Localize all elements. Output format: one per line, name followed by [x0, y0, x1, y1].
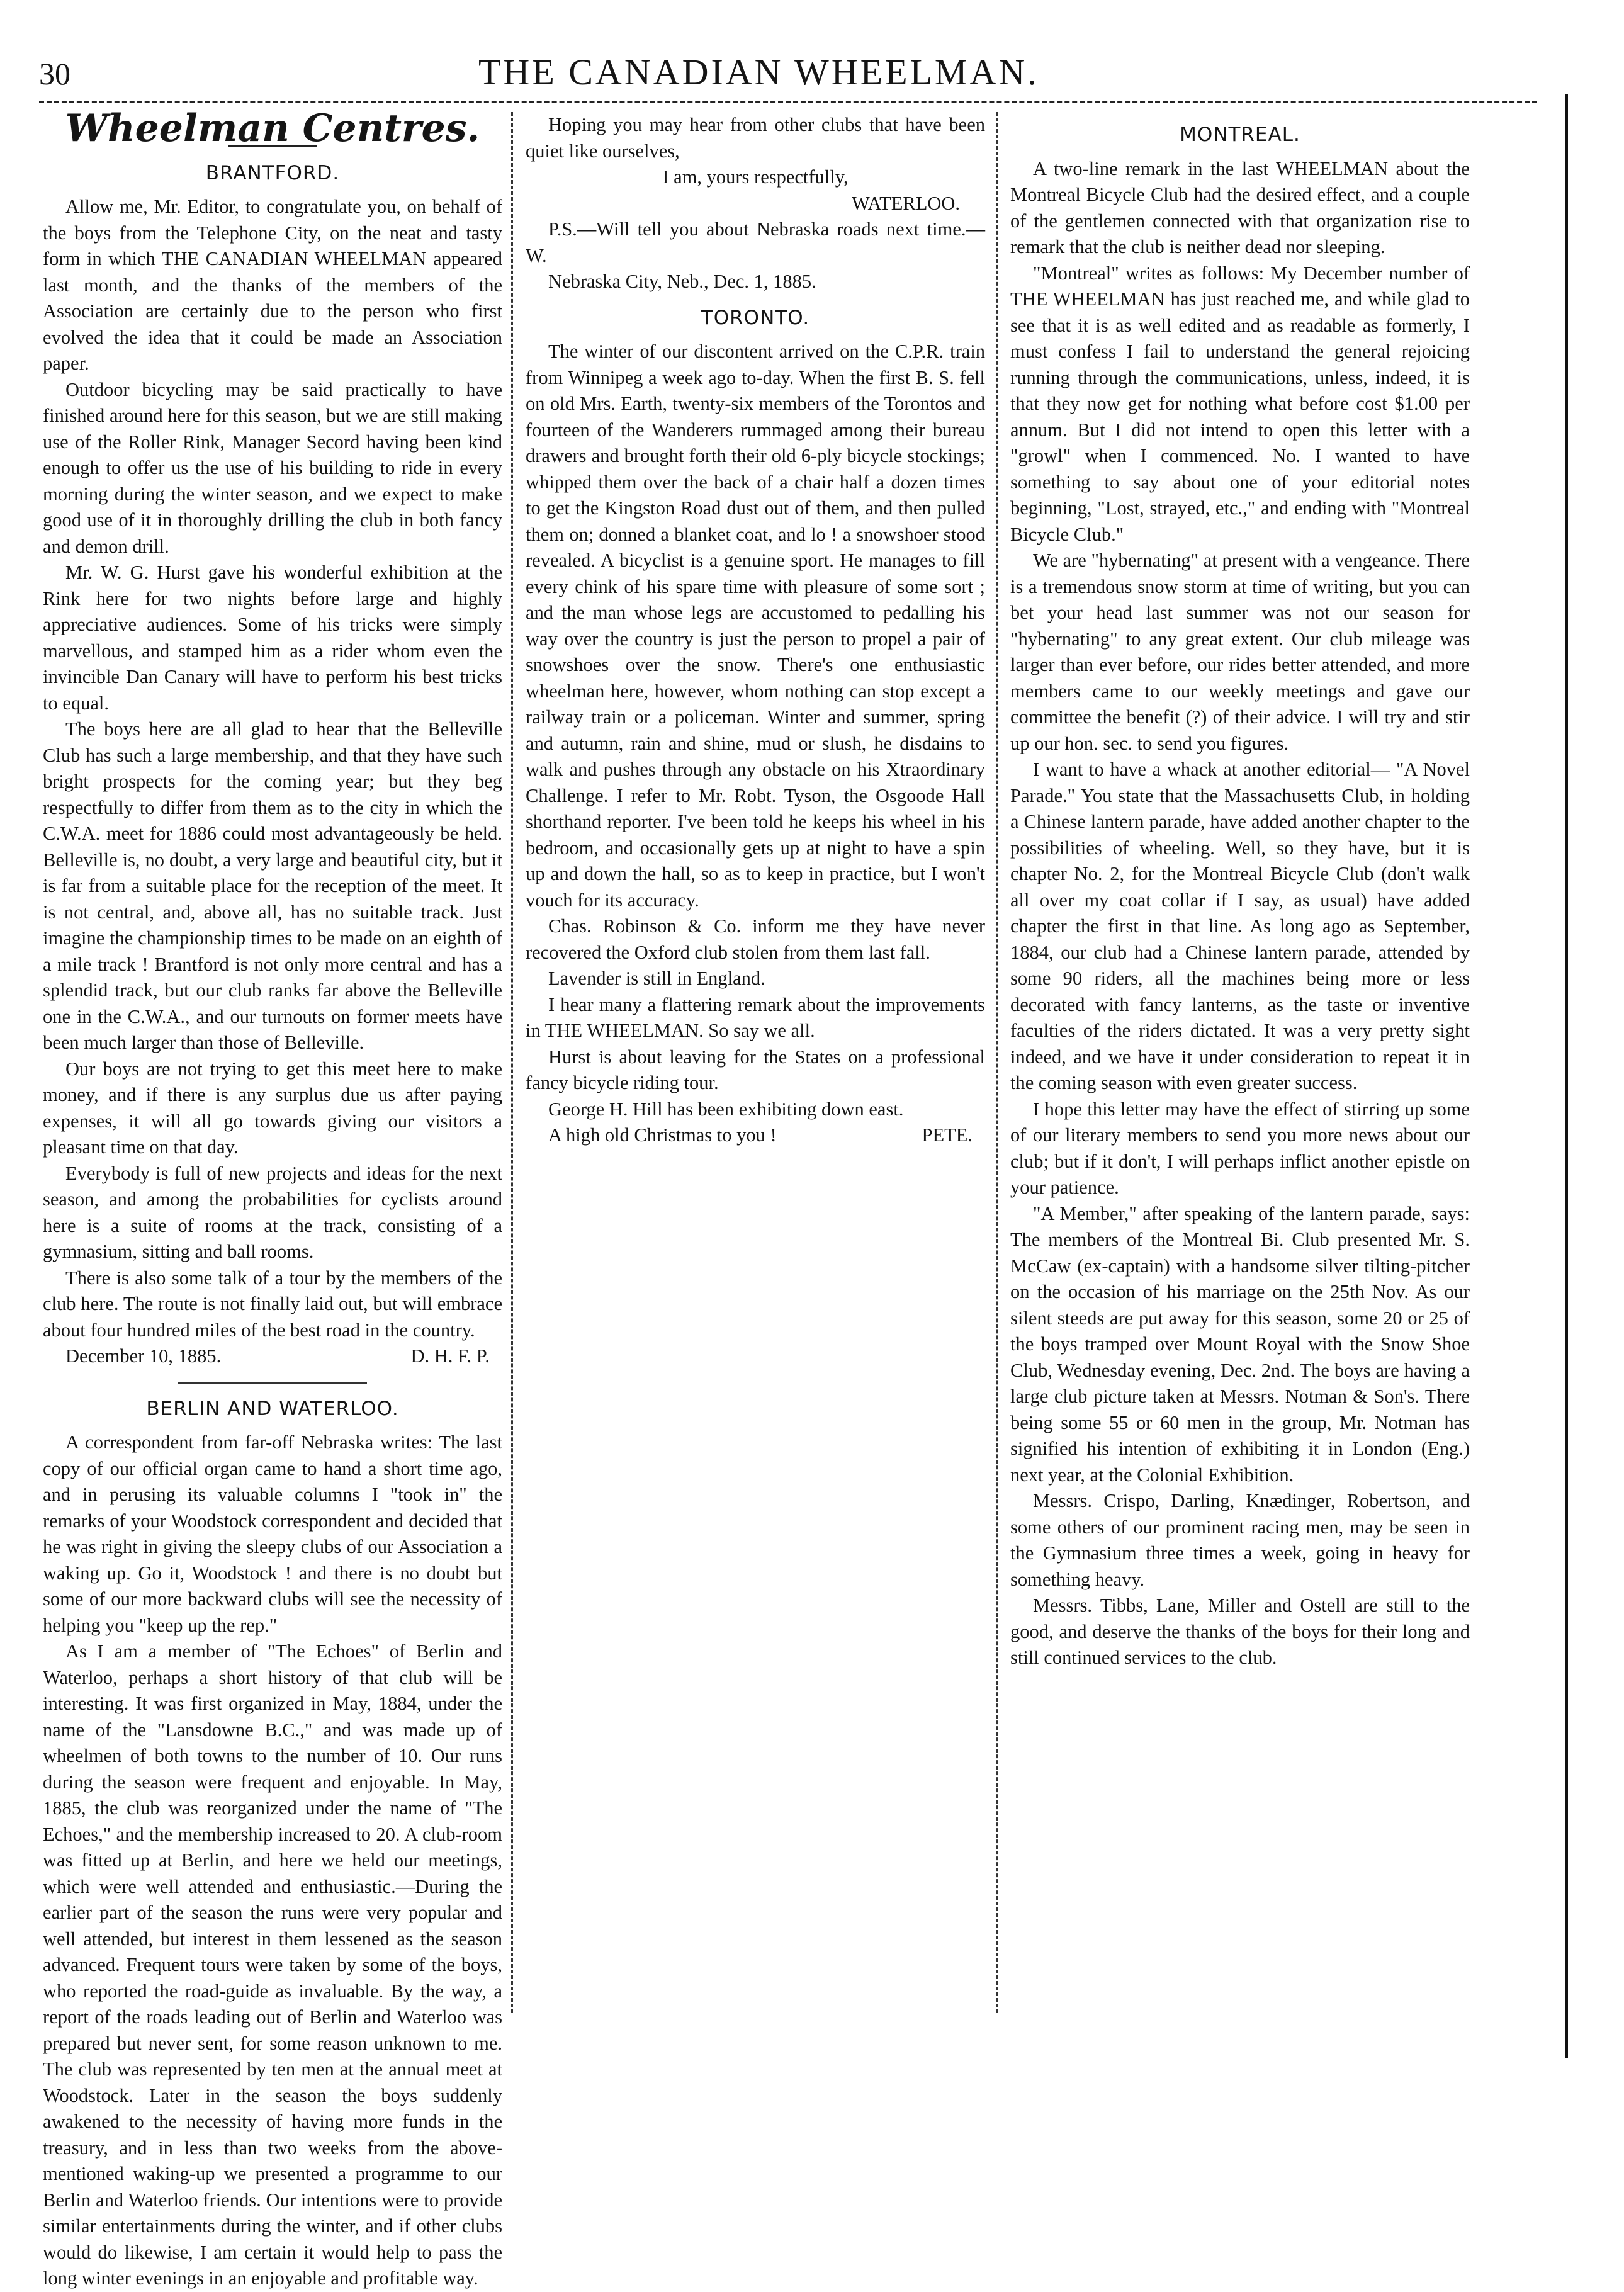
brantford-paragraph: Everybody is full of new projects and ideas for the next season, and among the probabilities for cyclists around here is a suite of rooms at the track, consisting of a gymnasium, sitting and ball rooms.	[43, 1162, 502, 1262]
berlin-paragraph: As I am a member of "The Echoes" of Berlin and Waterloo, perhaps a short history of that club will be interesting. It was first organized in May, 1884, under the name of the "Lansdowne B.C.," and was made up of wheelmen of both towns to the number of 10. Our runs during the season were frequent and enjoyable. In May, 1885, the club was reorganized under the name of "The Echoes," and the membership increased to 20. A club-room was fitted up at Berlin, and here we held our meetings, which were well attended and enthusiastic.—During the earlier part of the season the runs were very popular and well attended, but interest in them lessened as the season advanced. Frequent tours were taken by some of the boys, who reported the road-guide as invaluable. By the way, a report of the roads leading out of Berlin and Waterloo was prepared but never sent, for some reason unknown to me. The club was represented by ten men at the annual meet at Woodstock. Later in the season the boys suddenly awakened to the necessity of having more funds in the treasury, and in less than two weeks from the above-mentioned waking-up we presented a programme to our Berlin and Waterloo friends. Our intentions were to provide similar entertainments during the winter, and if other clubs would do likewise, I am certain it would help to pass the long winter evenings in an enjoyable and profitable way.	[43, 1640, 502, 2289]
berlin-signature: WATERLOO.	[852, 192, 960, 214]
montreal-paragraph: I hope this letter may have the effect of stirring up some of our literary members to send you more news about our club; but if it don't, I will perhaps inflict another epistle on your patience.	[1010, 1098, 1470, 1198]
column-divider	[511, 112, 513, 2013]
montreal-paragraph: Messrs. Tibbs, Lane, Miller and Ostell are still to the good, and deserve the thanks of the boys for their long and still continued services to the club.	[1010, 1595, 1470, 1668]
page-edge	[1565, 94, 1568, 2058]
montreal-paragraph: "A Member," after speaking of the lantern parade, says: The members of the Montreal Bi. Club presented Mr. S. McCaw (ex-captain) with a handsome silver tilting-pitcher on the occasion of his marriage on the 25th Nov. As our silent steeds are put away for this season, some 20 or 25 of the boys tramped over Mount Royal with the Snow Shoe Club, Wednesday evening, Dec. 2nd. The boys are having a large club picture taken at Messrs. Notman & Son's. There being some 55 or 60 men in the group, Mr. Notman has signified his intention of exhibiting it in London (Eng.) next year, at the Colonial Exhibition.	[1010, 1202, 1470, 1486]
toronto-heading: TORONTO.	[701, 306, 810, 329]
brantford-paragraph: Outdoor bicycling may be said practically to have finished around here for this season, but we are still making use of the Roller Rink, Manager Secord having been kind enough to offer us the use of his building to ride in every morning during the winter season, and we expect to make good use of it in thoroughly drilling the club in both fancy and demon drill.	[43, 378, 502, 557]
brantford-paragraph: Our boys are not trying to get this meet here to make money, and if there is any surplus due us after paying expenses, it will all go towards giving our visitors a pleasant time on that day.	[43, 1058, 502, 1158]
column-divider	[996, 112, 998, 2013]
toronto-signoff	[526, 1122, 985, 1149]
brantford-signature: D. H. F. P.	[410, 1345, 490, 1367]
toronto-paragraph: George H. Hill has been exhibiting down east.	[548, 1098, 904, 1120]
berlin-dateline: Nebraska City, Neb., Dec. 1, 1885.	[548, 271, 816, 292]
montreal-paragraph: Messrs. Crispo, Darling, Knædinger, Robertson, and some others of our prominent racing men, may be seen in the Gymnasium three times a week, going in heavy for something heavy.	[1010, 1490, 1470, 1590]
brantford-paragraph: There is also some talk of a tour by the members of the club here. The route is not finally laid out, but will embrace about four hundred miles of the best road in the country.	[43, 1267, 502, 1341]
montreal-paragraph: "Montreal" writes as follows: My December number of THE WHEELMAN has just reached me, and while glad to see that it is as well edited and as readable as formerly, I must confess I fail to understand the general rejoicing running through the communications, unless, indeed, it is that they now get for nothing what before cost $1.00 per annum. But I did not intend to open this letter with a "growl" when I commenced. No. I wanted to have something to say about one of your editorial notes beginning, "Lost, strayed, etc.," and ending with "Montreal Bicycle Club."	[1010, 262, 1470, 545]
berlin-closing: I am, yours respectfully,	[662, 166, 849, 188]
page-number: 30	[39, 56, 70, 91]
berlin-postscript: P.S.—Will tell you about Nebraska roads next time.—W.	[526, 218, 985, 266]
column-1	[43, 106, 502, 2292]
toronto-paragraph: Lavender is still in England.	[548, 968, 765, 989]
toronto-paragraph: I hear many a flattering remark about the improvements in THE WHEELMAN. So say we all.	[526, 993, 985, 1041]
section-rule	[178, 1382, 367, 1384]
masthead-title: THE CANADIAN WHEELMAN.	[478, 52, 1039, 93]
montreal-paragraph: A two-line remark in the last WHEELMAN about the Montreal Bicycle Club had the desired effect, and a couple of the gentlemen connected with that organization rise to remark that the club is neither dead nor sleeping.	[1010, 157, 1470, 257]
brantford-paragraph: Mr. W. G. Hurst gave his wonderful exhibition at the Rink here for two nights before large and highly appreciative audiences. Some of his tricks were simply marvellous, and stamped him as a rider whom even the invincible Dan Canary will have to perform his best tricks to equal.	[43, 562, 502, 714]
brantford-paragraph: The boys here are all glad to hear that the Belleville Club has such a large membership, and that they have such bright prospects for the coming year; but they beg respectfully to differ from them as to the city in which the C.W.A. meet for 1886 could most advantageously be held. Belleville is, no doubt, a very large and beautiful city, but it is far from a suitable place for the reception of the meet. It is not central, and, above all, has no suitable track. Just imagine the championship times to be made on an eighth of a mile track ! Brantford is not only more central and has a splendid track, but our club ranks far above the Belleville one in the C.W.A., and our turnouts on former meets have been much larger than those of Belleville.	[43, 718, 502, 1053]
brantford-date: December 10, 1885.	[65, 1345, 222, 1367]
toronto-closing: A high old Christmas to you !	[548, 1124, 777, 1146]
toronto-paragraph: Chas. Robinson & Co. inform me they have never recovered the Oxford club stolen from them last fall.	[526, 915, 985, 963]
montreal-paragraph: I want to have a whack at another editorial— "A Novel Parade." You state that the Massachusetts Club, in holding a Chinese lantern parade, have added another chapter to the possibilities of wheeling. Well, so they have, but it is chapter No. 2, for the Montreal Bicycle Club (don't walk all over my coat collar if I say, as usual) have added chapter the first in that line. As long ago as September, 1884, our club had a Chinese lantern parade, attended by some 90 riders, all the machines being more or less decorated with fancy lanterns, as the taste or inventive faculties of the riders dictated. It was a very pretty sight indeed, and we have it under consideration to repeat it in the coming season with even greater success.	[1010, 759, 1470, 1093]
montreal-paragraph: We are "hybernating" at present with a vengeance. There is a tremendous snow storm at time of writing, but you can bet your head last summer was not our season for "hybernating" to any great extent. Our club mileage was larger than ever before, our rides better attended, and more members came to our weekly meetings and gave our committee the benefit (?) of their advice. I will try and stir up our hon. sec. to send you figures.	[1010, 550, 1470, 754]
berlin-paragraph: Hoping you may hear from other clubs that have been quiet like ourselves,	[526, 114, 985, 162]
berlin-heading: BERLIN AND WATERLOO.	[146, 1397, 399, 1420]
toronto-paragraph: Hurst is about leaving for the States on a professional fancy bicycle riding tour.	[526, 1046, 985, 1093]
brantford-heading: BRANTFORD.	[205, 161, 340, 184]
header-rule	[39, 101, 1537, 103]
toronto-signature: PETE.	[922, 1124, 973, 1146]
brantford-paragraph: Allow me, Mr. Editor, to congratulate you, on behalf of the boys from the Telephone City, on the neat and tasty form in which THE CANADIAN WHEELMAN appeared last month, and the thanks of the members of the Association are certainly due to the person who first evolved the idea that it could be made an Association paper.	[43, 196, 502, 374]
column-3	[1010, 112, 1470, 1671]
brantford-signoff	[43, 1343, 502, 1370]
montreal-heading: MONTREAL.	[1180, 123, 1300, 146]
toronto-paragraph: The winter of our discontent arrived on the C.P.R. train from Winnipeg a week ago to-day. When the first B. S. fell on old Mrs. Earth, twenty-six members of the Torontos and fourteen of the Wanderers rummaged among their bureau drawers and brought forth their old 6-ply bicycle stockings; whipped them over the back of a chair half a dozen times to get the Kingston Road dust out of them, and then pulled them on; donned a blanket coat, and lo ! a snowshoer stood revealed. A bicyclist is a genuine sport. He manages to fill every chink of his spare time with pleasure of some sort ; and the man whose legs are accustomed to pedalling his way over the country is just the person to propel a pair of snowshoes over the snow. There's one enthusiastic wheelman here, however, whom nothing can stop except a railway train or a policeman. Winter and summer, spring and autumn, rain and shine, mud or slush, he disdains to walk and pushes through any obstacle on his Xtraordinary Challenge. I refer to Mr. Robt. Tyson, the Osgoode Hall shorthand reporter. I've been told he keeps his wheel in his bedroom, and occasionally gets up at night to have a spin up and down the hall, so as to keep in practice, but I won't vouch for its accuracy.	[526, 341, 985, 911]
berlin-paragraph: A correspondent from far-off Nebraska writes: The last copy of our official organ came to hand a short time ago, and in perusing its valuable columns I "took in" the remarks of your Woodstock correspondent and decided that he was right in giving the sleepy clubs of our Association a waking up. Go it, Woodstock ! and there is no doubt but some of our more backward clubs will see the necessity of helping you "keep up the rep."	[43, 1431, 502, 1636]
department-title: Wheelman Centres.	[65, 106, 480, 150]
column-2	[526, 112, 985, 1149]
